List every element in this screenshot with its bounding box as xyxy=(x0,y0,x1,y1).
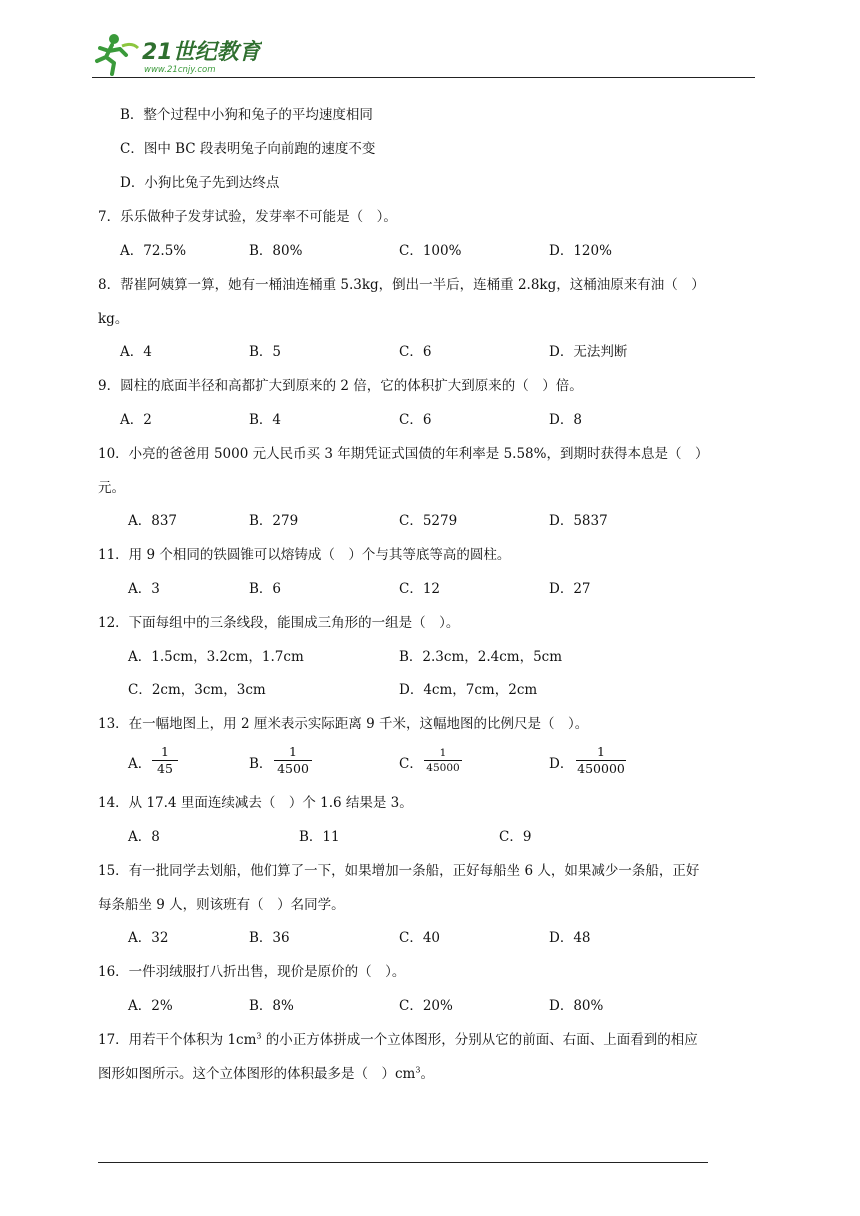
q13-option-c-fraction xyxy=(424,747,462,774)
q14-stem: 14．从 17.4 里面连续减去（ ）个 1.6 结果是 3。 xyxy=(98,795,413,811)
q11-option-b: B．6 xyxy=(249,581,282,597)
q15-option-b: B．36 xyxy=(249,930,290,946)
q10-option-d: D．5837 xyxy=(549,513,608,529)
q6-option-b: B．整个过程中小狗和兔子的平均速度相同 xyxy=(120,107,373,123)
q8-stem-line1: 8．帮崔阿姨算一算，她有一桶油连桶重 5.3kg，倒出一半后，连桶重 2.8kg，这桶油原来有油（ ） xyxy=(98,277,705,293)
q12-option-b: B．2.3cm，2.4cm，5cm xyxy=(399,649,563,665)
q16-option-a: A．2% xyxy=(128,998,173,1014)
q9-option-a: A．2 xyxy=(120,412,152,428)
q9-option-d: D．8 xyxy=(549,412,582,428)
q13-option-b-label: B． xyxy=(249,756,273,772)
footer-rule xyxy=(98,1162,708,1163)
q15-option-a: A．32 xyxy=(128,930,169,946)
q7-stem: 7．乐乐做种子发芽试验，发芽率不可能是（ ）。 xyxy=(98,209,397,225)
fraction-denominator: 450000 xyxy=(577,761,625,776)
fraction-numerator: 1 xyxy=(289,744,297,759)
q13-option-d-label: D． xyxy=(549,756,574,772)
q10-stem-line1: 10．小亮的爸爸用 5000 元人民币买 3 年期凭证式国债的年利率是 5.58%，到期时获得本息是（ ） xyxy=(98,446,709,462)
q14-option-b: B．11 xyxy=(299,829,340,845)
q10-option-c: C．5279 xyxy=(399,513,458,529)
q8-option-b: B．5 xyxy=(249,344,282,360)
q14-option-a: A．8 xyxy=(128,829,160,845)
q10-stem-line2: 元。 xyxy=(98,480,125,496)
fraction-numerator: 1 xyxy=(439,747,447,759)
q13-option-a-fraction xyxy=(152,745,178,776)
q6-option-d: D．小狗比兔子先到达终点 xyxy=(120,175,280,191)
svg-text:www.21cnjy.com: www.21cnjy.com xyxy=(144,65,216,75)
q8-option-d: D．无法判断 xyxy=(549,344,628,360)
q15-option-c: C．40 xyxy=(399,930,441,946)
21cnjy-logo xyxy=(92,30,262,76)
q8-option-a: A．4 xyxy=(120,344,152,360)
header-rule xyxy=(92,77,755,78)
page-header xyxy=(92,30,755,78)
q12-option-c: C．2cm，3cm，3cm xyxy=(128,682,266,698)
q14-option-c: C．9 xyxy=(499,829,532,845)
fraction-denominator: 4500 xyxy=(277,761,309,776)
q8-stem-line2: kg。 xyxy=(98,311,129,327)
fraction-numerator: 1 xyxy=(597,744,605,759)
q12-option-a: A．1.5cm，3.2cm，1.7cm xyxy=(128,649,304,665)
q10-option-b: B．279 xyxy=(249,513,299,529)
q15-option-d: D．48 xyxy=(549,930,591,946)
q9-stem: 9．圆柱的底面半径和高都扩大到原来的 2 倍，它的体积扩大到原来的（ ）倍。 xyxy=(98,378,583,394)
q15-stem-line1: 15．有一批同学去划船，他们算了一下，如果增加一条船，正好每船坐 6 人，如果减少一条船，正好 xyxy=(98,863,700,879)
q7-option-a: A．72.5% xyxy=(120,243,187,259)
q13-stem: 13．在一幅地图上，用 2 厘米表示实际距离 9 千米，这幅地图的比例尺是（ ）。 xyxy=(98,716,589,732)
q10-option-a: A．837 xyxy=(128,513,178,529)
q13-option-a-label: A． xyxy=(128,756,152,772)
q8-option-c: C．6 xyxy=(399,344,432,360)
svg-text:21世纪教育: 21世纪教育 xyxy=(142,40,261,65)
q16-option-d: D．80% xyxy=(549,998,604,1014)
q11-option-a: A．3 xyxy=(128,581,160,597)
q16-stem: 16．一件羽绒服打八折出售，现价是原价的（ ）。 xyxy=(98,964,406,980)
q7-option-b: B．80% xyxy=(249,243,303,259)
q13-option-b-fraction xyxy=(274,745,312,776)
q17-stem-line1: 17．用若干个体积为 $1cm^3$ 的小正方体拼成一个立体图形，分别从它的前面、右面、上面看到的相应 xyxy=(98,1031,698,1048)
q7-option-d: D．120% xyxy=(549,243,612,259)
q12-option-d: D．4cm，7cm，2cm xyxy=(399,682,538,698)
fraction-denominator: 45000 xyxy=(426,762,460,774)
fraction-numerator: 1 xyxy=(161,744,169,759)
q11-stem: 11．用 9 个相同的铁圆锥可以熔铸成（ ）个与其等底等高的圆柱。 xyxy=(98,547,511,563)
q16-option-b: B．8% xyxy=(249,998,294,1014)
q9-option-c: C．6 xyxy=(399,412,432,428)
q13-option-c-label: C． xyxy=(399,756,423,772)
fraction-denominator: 45 xyxy=(157,761,173,776)
q11-option-c: C．12 xyxy=(399,581,441,597)
q12-stem: 12．下面每组中的三条线段，能围成三角形的一组是（ ）。 xyxy=(98,615,460,631)
q16-option-c: C．20% xyxy=(399,998,453,1014)
q17-stem-line2: 图形如图所示。这个立体图形的体积最多是（ ）$cm^3$。 xyxy=(98,1065,434,1082)
q15-stem-line2: 每条船坐 9 人，则该班有（ ）名同学。 xyxy=(98,897,345,913)
q13-option-d-fraction xyxy=(576,745,626,776)
q6-option-c: C．图中 BC 段表明兔子向前跑的速度不变 xyxy=(120,141,376,157)
fraction-bar xyxy=(424,760,462,761)
q7-option-c: C．100% xyxy=(399,243,462,259)
q11-option-d: D．27 xyxy=(549,581,591,597)
q9-option-b: B．4 xyxy=(249,412,282,428)
